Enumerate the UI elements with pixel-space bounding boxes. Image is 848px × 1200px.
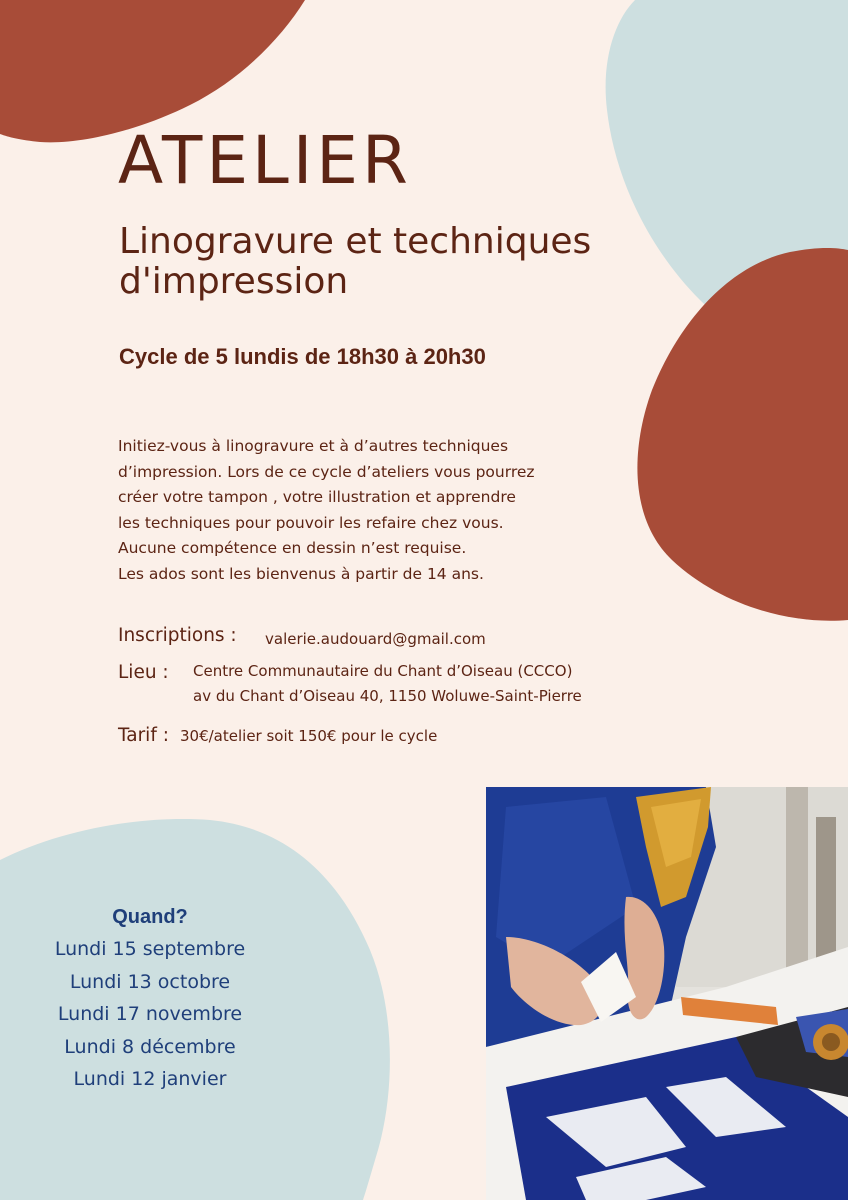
- schedule-date: Lundi 8 décembre: [64, 1035, 236, 1058]
- lieu-line: Centre Communautaire du Chant d’Oiseau (CCCO): [193, 662, 573, 680]
- schedule-date: Lundi 17 novembre: [57, 1003, 243, 1025]
- tarif-label: Tarif :: [118, 725, 169, 746]
- schedule-date: Lundi 12 janvier: [73, 1068, 227, 1090]
- description-line: Les ados sont les bienvenus à partir de 14 ans.: [118, 564, 484, 583]
- description: [118, 434, 588, 587]
- linocut-printing-photo: [486, 787, 848, 1200]
- lieu-label: Lieu :: [118, 662, 169, 683]
- lieu-line: av du Chant d’Oiseau 40, 1150 Woluwe-Saint-Pierre: [193, 687, 582, 705]
- schedule-heading: Quand?: [112, 906, 188, 928]
- subtitle-line: d'impression: [119, 261, 349, 302]
- description-line: les techniques pour pouvoir les refaire chez vous.: [118, 513, 504, 532]
- page-subtitle: [119, 222, 679, 302]
- schedule: [40, 906, 260, 1096]
- inscriptions-label: Inscriptions :: [118, 625, 237, 646]
- page-title: ATELIER: [118, 122, 412, 199]
- description-line: d’impression. Lors de ce cycle d’ateliers vous pourrez: [118, 462, 535, 481]
- cycle-info: Cycle de 5 lundis de 18h30 à 20h30: [119, 344, 486, 369]
- subtitle-line: Linogravure et techniques: [119, 221, 592, 262]
- schedule-date: Lundi 15 septembre: [54, 938, 246, 960]
- description-line: créer votre tampon , votre illustration et apprendre: [118, 488, 516, 506]
- schedule-date: Lundi 13 octobre: [69, 970, 231, 993]
- right-terracotta-blob: [637, 248, 848, 621]
- photo-illustration: [486, 787, 848, 1200]
- tarif-value: 30€/atelier soit 150€ pour le cycle: [180, 727, 438, 745]
- lieu-address: [193, 659, 582, 709]
- description-line: Aucune compétence en dessin n’est requise.: [118, 539, 467, 557]
- inscriptions-email[interactable]: valerie.audouard@gmail.com: [265, 630, 486, 648]
- description-line: Initiez-vous à linogravure et à d’autres techniques: [118, 437, 509, 455]
